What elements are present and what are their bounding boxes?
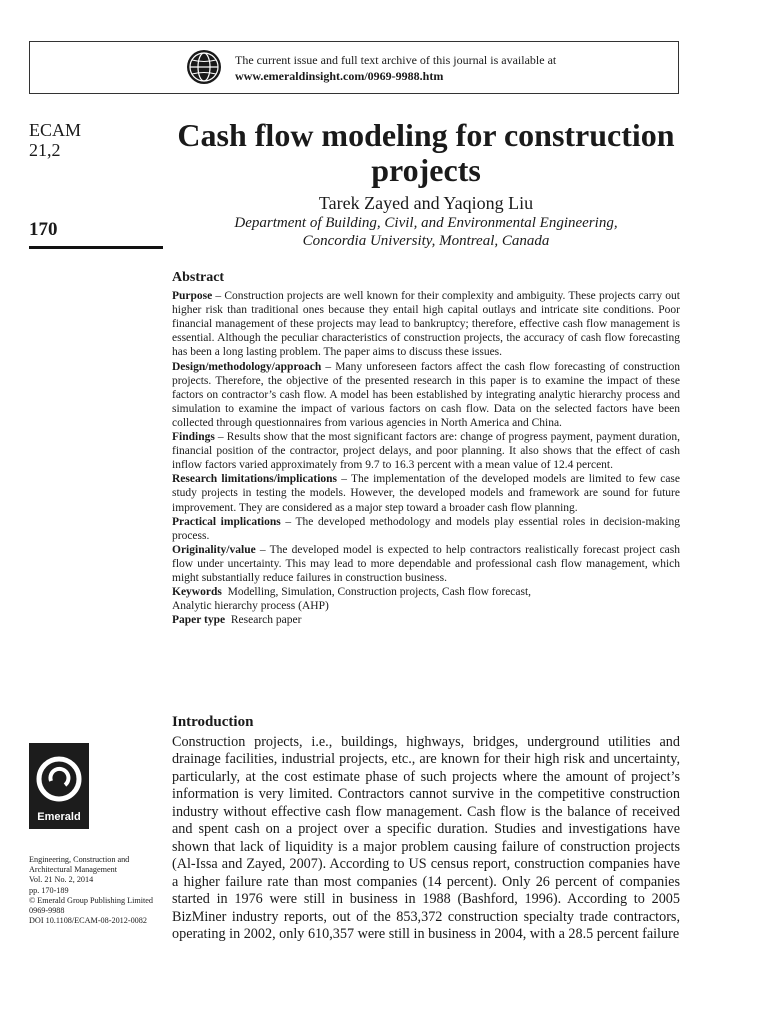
emerald-logo [29, 743, 89, 829]
papertype-text: Research paper [230, 614, 302, 627]
abstract-keywords [172, 585, 680, 613]
purpose-label: Purpose [172, 290, 213, 303]
article-authors: Tarek Zayed and Yaqiong Liu [318, 193, 534, 213]
practical-label: Practical implications [172, 515, 281, 528]
abstract-purpose [172, 289, 680, 359]
abstract-paper-type [172, 613, 680, 627]
keywords-label: Keywords [172, 586, 222, 599]
availability-text: The current issue and full text archive of this journal is available at [235, 53, 557, 67]
abstract-section [172, 271, 680, 627]
introduction-text: Construction projects, i.e., buildings, highways, bridges, underground utilities and drainage facilities, industrial projects, etc., are known for their high risk and uncertainty, particularly, at the cost estimate phase of such projects where the amount of project’s information is very limited. Contractors cannot survive in the competitive construction industry without effective cash flow management. Cash flow is the balance of received and spent cash on a project over a specific duration. Studies and investigations have shown that lack of liquidity is a major problem causing failure of construction projects (Al-Issa and Zayed, 2007). According to US census report, construction companies have a higher failure rate than most companies (14 percent). Only 26 percent of companies started in 1976 were still in business in 1988 (Bashford, 1996). According to 2005 BizMiner industry reports, out of the 853,372 construction specialty trade contractors, operating in 2002, only 610,357 were still in business in 2004, with a 28.5 percent failure [172, 733, 680, 942]
abstract-heading: Abstract [172, 270, 225, 285]
introduction-heading: Introduction [172, 714, 254, 730]
publication-info [29, 855, 169, 926]
keywords-line-1: Modelling, Simulation, Construction projects, Cash flow forecast, [227, 586, 532, 599]
journal-name-line-1: Engineering, Construction and [29, 855, 130, 864]
page-number-rule [29, 246, 163, 249]
journal-code [29, 120, 81, 160]
author-affiliation [172, 214, 680, 250]
issn: 0969-9988 [29, 906, 65, 916]
purpose-text: – Construction projects are well known for their complexity and ambiguity. These projects carry out higher risk than traditional ones because they entail high capital outlays and intricate site conditions. Poor financial management of these projects may lead to bankruptcy; therefore, effective cash flow management is essential. Although the peculiar characteristics of construction projects, the accuracy of cash flow forecasting has been a long lasting problem. The paper aims to discuss these issues. [172, 290, 680, 359]
journal-availability-box [29, 41, 679, 94]
journal-volume: 21,2 [29, 140, 61, 160]
journal-name-line-2: Architectural Management [29, 865, 117, 875]
abstract-limitations [172, 472, 680, 514]
originality-text: – The developed model is expected to help contractors realistically forecast project cash flow under uncertainty. This may lead to more dependable and professional cash flow management, which might substantially reduce failures in construction business. [172, 543, 680, 584]
emerald-logo-icon [29, 749, 89, 809]
volume-info: Vol. 21 No. 2, 2014 [29, 875, 94, 885]
practical-text: – The developed methodology and models play essential roles in decision-making process. [172, 515, 680, 542]
doi: DOI 10.1108/ECAM-08-2012-0082 [29, 916, 147, 926]
affiliation-line-1: Department of Building, Civil, and Environmental Engineering, [234, 215, 618, 231]
abstract-findings [172, 430, 680, 472]
originality-label: Originality/value [172, 543, 256, 556]
abstract-originality [172, 543, 680, 585]
affiliation-line-2: Concordia University, Montreal, Canada [302, 233, 550, 249]
globe-icon [186, 49, 222, 85]
limitations-label: Research limitations/implications [172, 473, 338, 486]
limitations-text: – The implementation of the developed models are limited to few case study projects in testing the models. However, the developed models and framework are sound for future improvement. They are considered as a major step toward a broader cash flow planning. [172, 473, 681, 514]
abstract-design [172, 360, 680, 430]
findings-label: Findings [172, 431, 215, 444]
logo-text: Emerald [37, 811, 81, 823]
abstract-practical [172, 515, 680, 543]
keywords-line-2: Analytic hierarchy process (AHP) [172, 600, 329, 613]
copyright: © Emerald Group Publishing Limited [29, 895, 154, 905]
page-range: pp. 170-189 [29, 885, 69, 895]
papertype-label: Paper type [172, 614, 226, 627]
page-number: 170 [29, 219, 58, 240]
design-text: – Many unforeseen factors affect the cash flow forecasting of construction projects. Therefore, the objective of the presented research in this paper is to examine the impact of these factors on contractor’s cash flow. A model has been established by integrating analytic hierarchy process and simulation to examine the impact of various factors on cash flow. Data on the selected factors have been collected through questionnaires from various agencies in North America and China. [172, 360, 680, 429]
introduction-section [172, 714, 680, 944]
journal-abbrev: ECAM [29, 120, 82, 140]
design-label: Design/methodology/approach [172, 360, 322, 373]
findings-text: – Results show that the most significant factors are: change of progress payment, payment duration, financial position of the contractor, project delays, and poor planning. It also shows that the effect of cash inflow factors varied approximately from 9.7 to 16.3 percent with a mean value of 12.4 percent. [172, 431, 680, 472]
journal-url-link[interactable]: www.emeraldinsight.com/0969-9988.htm [235, 69, 444, 83]
article-title: Cash flow modeling for construction projects [177, 117, 675, 188]
